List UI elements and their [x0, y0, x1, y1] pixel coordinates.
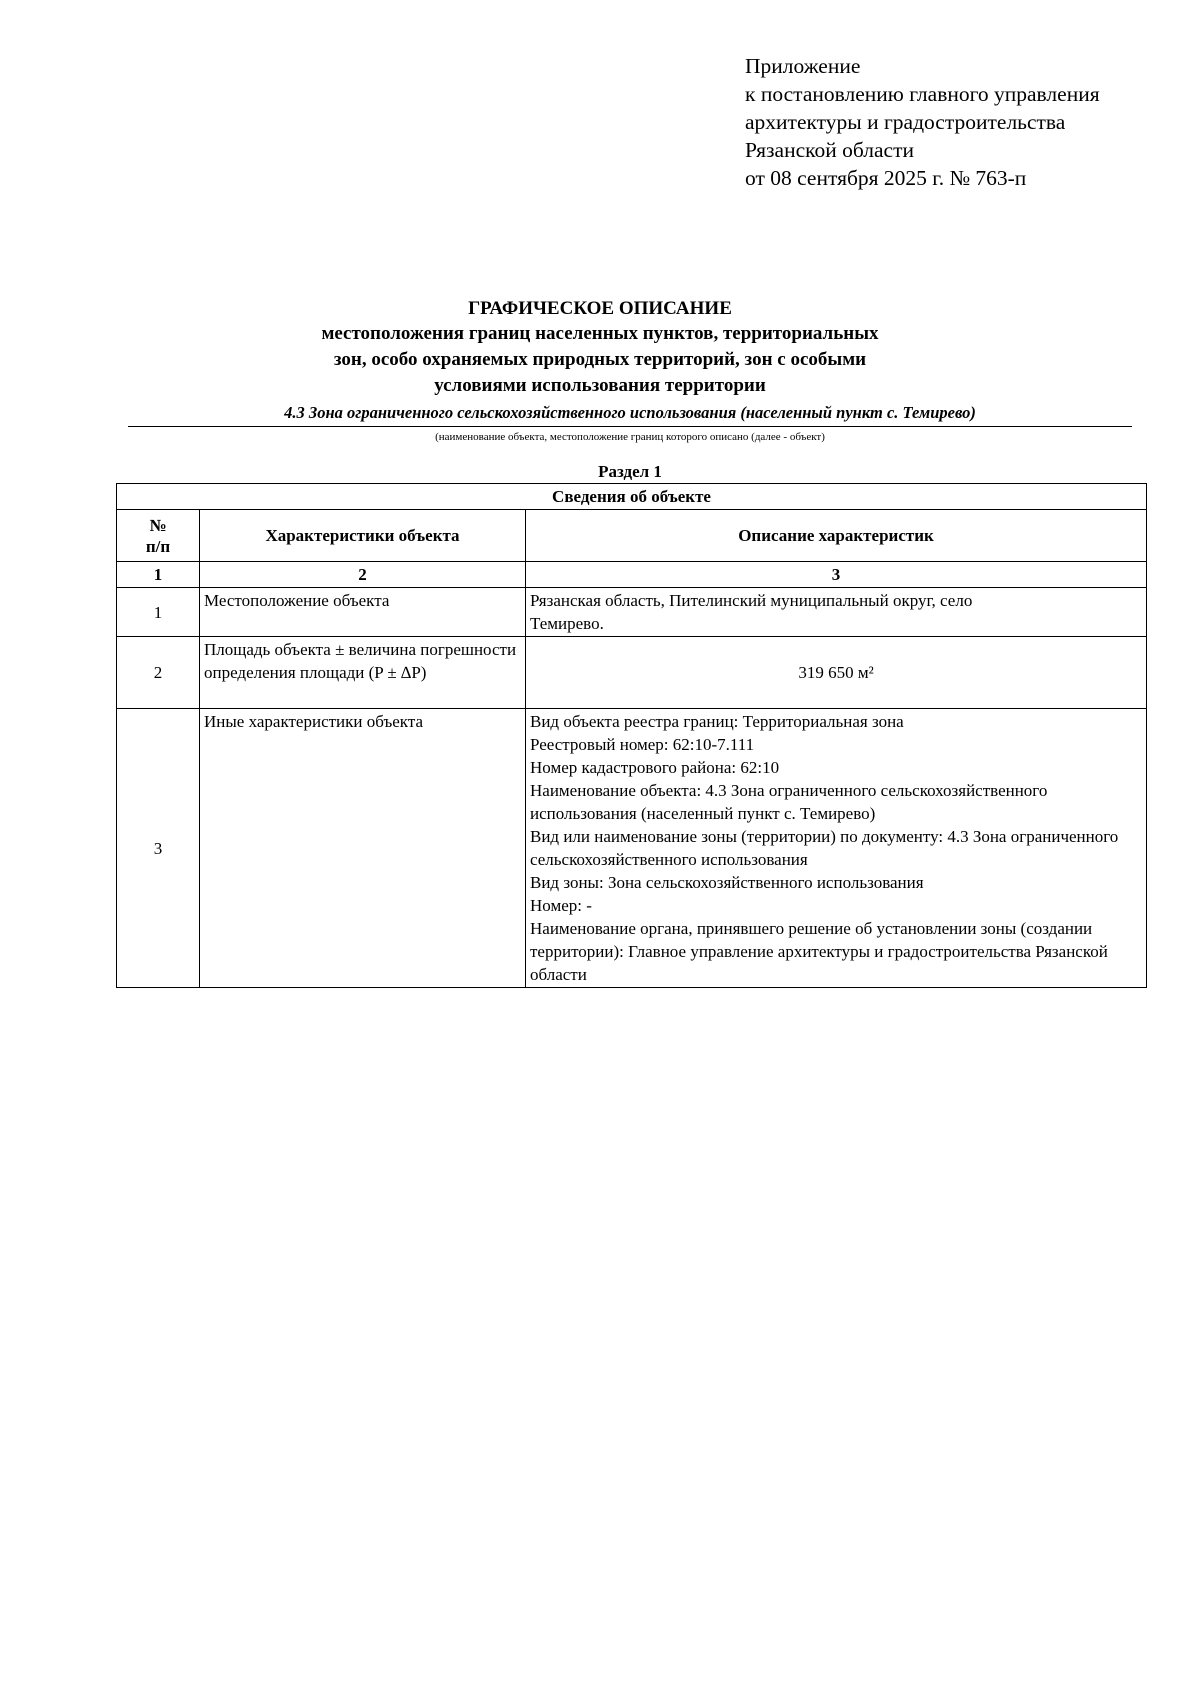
- description-line: Вид зоны: Зона сельскохозяйственного использования: [530, 873, 924, 892]
- description-line: Вид объекта реестра границ: Территориальная зона: [530, 712, 904, 731]
- table-header-row: [117, 510, 1147, 562]
- row-characteristic: Иные характеристики объекта: [200, 709, 526, 988]
- table-row: [117, 637, 1147, 709]
- appendix-line: к постановлению главного управления: [745, 82, 1100, 106]
- description-line: Реестровый номер: 62:10-7.111: [530, 735, 755, 754]
- row-description: [526, 709, 1147, 988]
- document-title-subline: местоположения границ населенных пунктов, территориальных: [321, 323, 879, 344]
- appendix-date-line: от 08 сентября 2025 г. № 763-п: [745, 166, 1027, 190]
- object-info-table: [116, 483, 1147, 988]
- column-number: 1: [117, 562, 200, 588]
- document-title-subline: зон, особо охраняемых природных территорий, зон с особыми: [333, 349, 867, 370]
- column-number: 3: [526, 562, 1147, 588]
- appendix-line: архитектуры и градостроительства: [745, 110, 1066, 134]
- row-number: 3: [117, 709, 200, 988]
- column-numbers-row: [117, 562, 1147, 588]
- row-characteristic: Площадь объекта ± величина погрешности определения площади (P ± ∆P): [200, 637, 526, 709]
- table-row: [117, 588, 1147, 637]
- document-title: [0, 297, 1200, 399]
- row-number: 1: [117, 588, 200, 637]
- area-value: 319 650 м²: [798, 663, 874, 682]
- appendix-line: Рязанской области: [745, 138, 914, 162]
- table-row: [117, 709, 1147, 988]
- description-line: Темирево.: [530, 614, 604, 633]
- object-name: 4.3 Зона ограниченного сельскохозяйственного использования (населенный пункт с. Темирево): [128, 402, 1132, 427]
- appendix-line: Приложение: [745, 54, 861, 78]
- description-line: Вид или наименование зоны (территории) по документу: 4.3 Зона ограниченного сельскохозяйственного использования: [530, 827, 1119, 869]
- section-title: Раздел 1: [598, 462, 662, 481]
- header-characteristics: Характеристики объекта: [200, 510, 526, 562]
- table-caption: Сведения об объекте: [117, 484, 1147, 510]
- header-num-abbrev: п/п: [145, 536, 171, 556]
- header-num: [117, 510, 200, 562]
- description-line: Наименование органа, принявшего решение об установлении зоны (создании территории): Главное управление архитектуры и градостроительства Рязанской области: [530, 919, 1108, 984]
- description-line: Рязанская область, Пителинский муниципальный округ, село: [530, 591, 973, 610]
- row-number: 2: [117, 637, 200, 709]
- description-line: Номер кадастрового района: 62:10: [530, 758, 780, 777]
- row-description: [526, 588, 1147, 637]
- object-name-hint: (наименование объекта, местоположение границ которого описано (далее - объект): [435, 431, 825, 443]
- column-number: 2: [200, 562, 526, 588]
- document-title-subline: условиями использования территории: [434, 375, 766, 396]
- description-line: Наименование объекта: 4.3 Зона ограниченного сельскохозяйственного использования (населенный пункт с. Темирево): [530, 781, 1048, 823]
- header-description: Описание характеристик: [526, 510, 1147, 562]
- table-caption-row: [117, 484, 1147, 510]
- header-num-symbol: №: [149, 515, 167, 535]
- row-characteristic: Местоположение объекта: [200, 588, 526, 637]
- row-description: [526, 637, 1147, 709]
- appendix-header: [745, 52, 1185, 192]
- document-title-main: ГРАФИЧЕСКОЕ ОПИСАНИЕ: [468, 298, 732, 319]
- description-line: Номер: -: [530, 896, 592, 915]
